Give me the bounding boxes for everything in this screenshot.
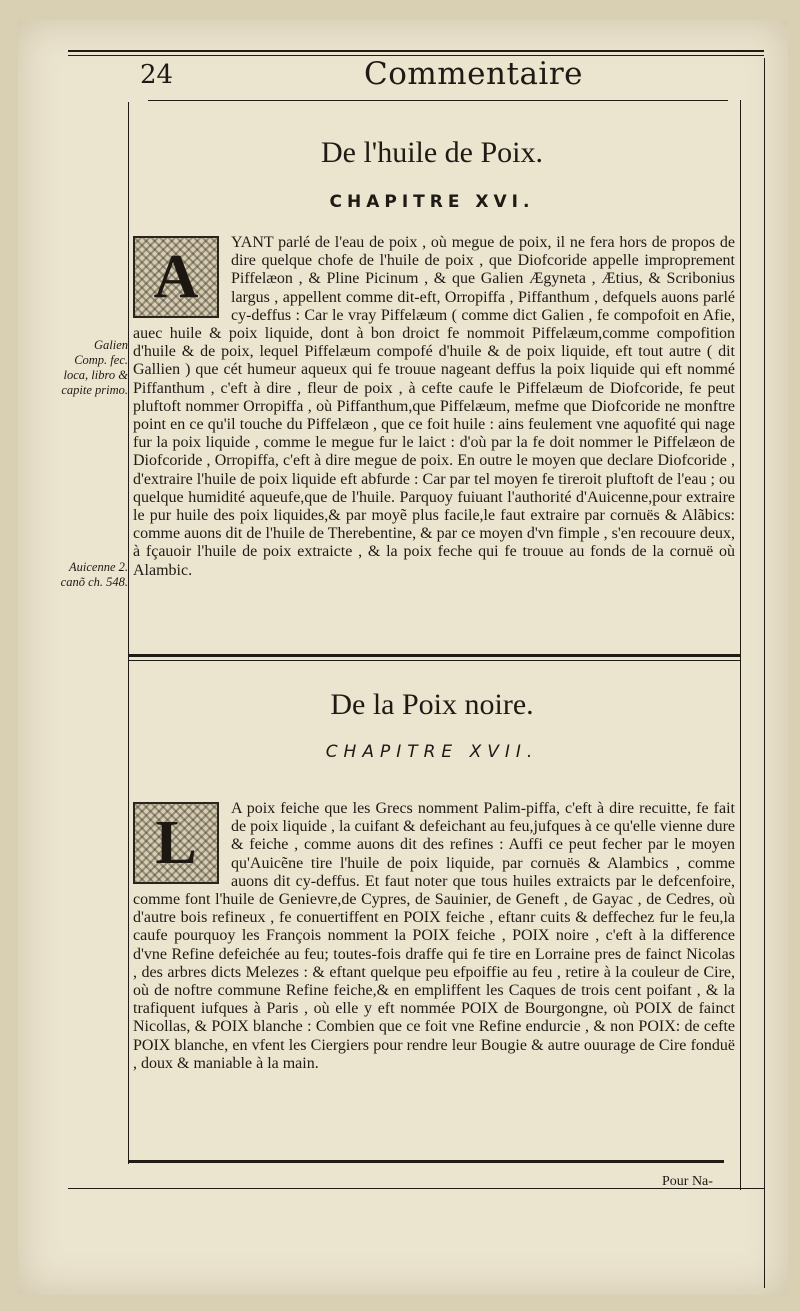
chapter-17-body	[133, 800, 735, 1073]
margin-note-galien: Galien Comp. fec. loca, libro & capite primo.	[61, 338, 128, 397]
frame-right-outer	[764, 58, 765, 1288]
top-rule	[68, 50, 764, 52]
frame-right	[740, 100, 741, 1190]
chapter-16-label: CHAPITRE XVI.	[329, 192, 535, 212]
margin-note-auicenne: Auicenne 2. canõ ch. 548.	[60, 560, 128, 589]
bottom-rule-outer	[68, 1188, 764, 1189]
chapter-17-title: De la Poix noire.	[330, 688, 534, 721]
page-number: 24	[140, 60, 174, 90]
bottom-rule	[128, 1160, 724, 1163]
section-divider-thin	[128, 660, 740, 661]
chapter-17-text: A poix feiche que les Grecs nomment Palim-piffa, c'eft à dire recuitte, fe fait de poix liquide , la cuifant & defeichant au feu,jufques à ce qu'elle vienne dure & feiche , comme auons dit des refines : Auffi ce peut fecher par le moyen qu'Auicẽne tire l'huile de poix liquide, par cornuës & Alambics , comme auons dit cy-deffus. Et faut noter que tous huiles extraicts par le defcenfoire, comme font l'huile de Genievre,de Cypres, de Sauinier, de Geneft , de Gayac , de Cedres, où d'autre bois refineux , fe conuertiffent en POIX feiche , eftanr cuits & deffechez fur le feu,la caufe pourquoy les François nomment la POIX feiche , POIX noire , c'eft à la difference d'vne Refine defeichée au feu; toutes-fois draffe qui fe tire en Lorraine pres de fainct Nicolas , des arbres dicts Melezes : & eftant quelque peu efpoiffie au feu , retire à la couleur de Cire, où de noftre commune Refine feiche,& en empliffent les Caques de trois cent poifant , & la trafiquent iufques à Paris , où elle y eft nommée POIX de Bourgongne, où POIX de fainct Nicollas, & POIX blanche : Combien que ce foit vne Refine endurcie , & non POIX: de cefte POIX blanche, en vfent les Ciergiers pour rendre leur Bougie & autre ouurage de Cire fonduë , doux & maniable à la main.	[133, 800, 736, 1072]
catchword: Pour Na-	[662, 1174, 713, 1189]
chapter-16-text: YANT parlé de l'eau de poix , où megue de poix, il ne fera hors de propos de dire quelque chofe de l'huile de poix , que Diofcoride appelle improprement Piffelæon , & Pline Picinum , & que Galien Ægyneta , Ætius, & Scribonius largus , appellent comme dit-eft, Orropiffa , Piffanthum , defquels auons parlé cy-deffus : Car le vray Piffelæum ( comme dict Galien , fe compofoit en Afie, auec huile & poix liquide, dont à bon droict fe nommoit Piffelæum,comme compofition d'huile & de poix, lequel Piffelæum compofé d'huile & de poix liquide, eft tout autre ( dit Gallien ) que cét humeur aqueux qui fe trouue nageant deffus la poix liquide qui eft nommé Piffanthum , c'eft à dire , fleur de poix , à cefte caufe le Piffelæum de Diofcoride, fe peut pluftoft nommer Orropiffa , où Piffanthum,que Piffelæum, mefme que Diofcoride ne monftre point en ce qu'il touche du Piffelæon , que ce foit huile : ains feulement vne aquofité qui nage fur la poix liquide , comme le megue fur le laict : d'où par la fe doit nommer le Piffelæon de Diofcoride , Orropiffa, c'eft à dire megue de poix. En outre le moyen que declare Diofcoride , d'extraire l'huile de poix liquide eft abfurde : Car par tel moyen fe tireroit pluftoft de l'eau ; ou quelque humidité aqueufe,que de l'huile. Parquoy fuiuant l'authorité d'Auicenne,pour extraire le pur huile des poix liquides,& par moyẽ plus facile,le faut extraire par cornuës & Alãbics: comme auons dit de l'huile de Therebentine, & par ce moyen d'vn fimple , s'en recouure deux, à fçauoir l'huile de poix extraicte , & la poix feche qui fe trouue au fonds de la cornuë où Alambic.	[133, 234, 735, 579]
running-head: Commentaire	[364, 56, 584, 92]
chapter-16-title: De l'huile de Poix.	[320, 136, 544, 169]
drop-cap-a: A	[133, 236, 219, 318]
drop-cap-l: L	[133, 802, 219, 884]
frame-left	[128, 102, 129, 1164]
section-divider	[128, 654, 740, 657]
header-underline	[148, 100, 728, 101]
chapter-16-body	[133, 234, 735, 580]
chapter-17-label: CHAPITRE XVII.	[325, 742, 539, 762]
